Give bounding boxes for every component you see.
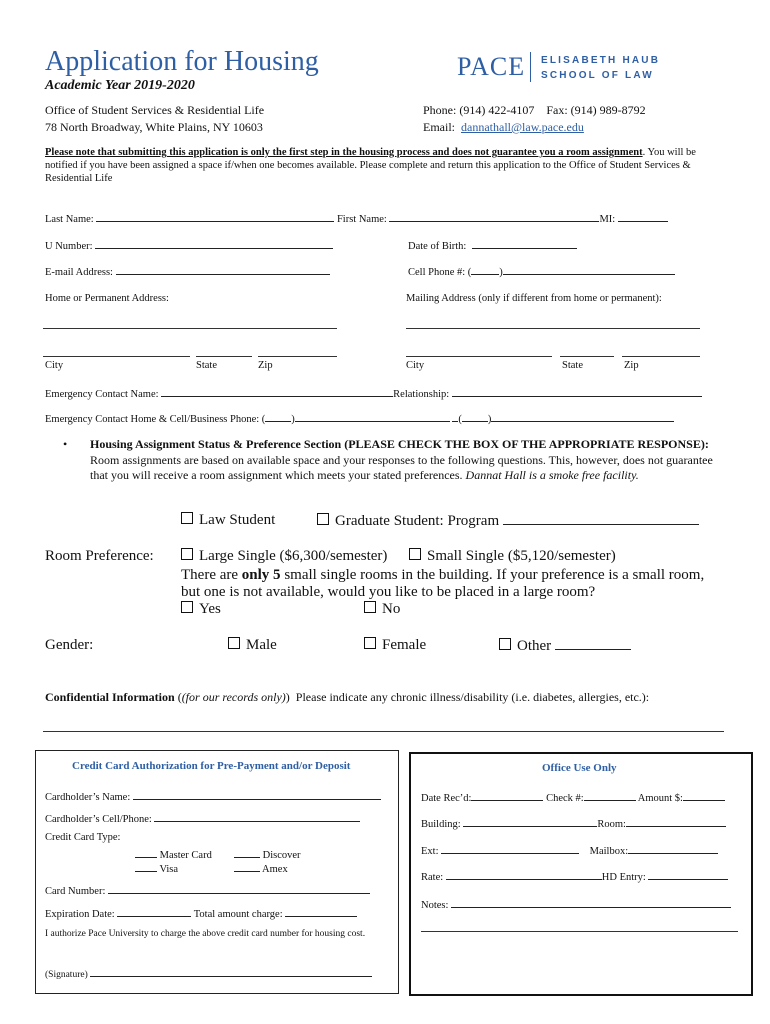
amex-blank[interactable] (234, 859, 260, 872)
mi-label: MI: (599, 214, 616, 225)
office-address: 78 North Broadway, White Plains, NY 10603 (45, 120, 263, 134)
email-label: Email: (423, 120, 455, 134)
male-label: Male (246, 637, 277, 653)
cell-label: Cell Phone #: ( (408, 267, 472, 278)
amount-label: Amount $: (637, 793, 683, 804)
section-italic: Dannat Hall is a smoke free facility. (462, 468, 639, 482)
preference-section-text (90, 437, 730, 484)
female-label: Female (382, 637, 427, 653)
mi-field[interactable] (618, 209, 668, 222)
email-line (423, 120, 584, 135)
grad-student-label: Graduate Student: Program (335, 513, 500, 529)
academic-year: Academic Year 2019-2020 (45, 78, 195, 93)
mailing-city-label: City (406, 360, 425, 371)
notice-rest: . You will be notified if you have been assigned a space if/when one becomes available. Please complete and return this application to the Office of Student Services & Residential Life (45, 147, 696, 184)
notes-field[interactable] (451, 895, 731, 908)
cardholder-phone-row (45, 809, 360, 825)
relationship-field[interactable] (452, 384, 702, 397)
phone-fax: Phone: (914) 422-4107 Fax: (914) 989-8792 (423, 103, 646, 117)
no-label: No (382, 601, 401, 617)
notice-paragraph (45, 146, 730, 185)
mailing-zip-label: Zip (624, 360, 639, 371)
mailbox-label: Mailbox: (589, 846, 629, 857)
cell-close-paren: ) (499, 267, 503, 278)
first-name-label: First Name: (336, 214, 387, 225)
no-checkbox[interactable] (364, 601, 376, 613)
emergency-name-row (45, 384, 702, 400)
mailing-state-line[interactable] (560, 356, 614, 357)
emergency-name-label: Emergency Contact Name: (45, 389, 159, 400)
other-label: Other (517, 638, 552, 654)
other-field[interactable] (555, 637, 631, 650)
visa-blank[interactable] (135, 859, 157, 872)
check-number-field[interactable] (584, 788, 636, 801)
confidential-row: Confidential Information ((for our records only)) Please indicate any chronic illness/disability (i.e. diabetes, allergies, etc.): (45, 690, 650, 704)
cardholder-name-label: Cardholder’s Name: (45, 792, 131, 803)
ext-field[interactable] (441, 841, 579, 854)
page-title: Application for Housing (45, 46, 319, 77)
u-number-field[interactable] (95, 236, 333, 249)
amount-field[interactable] (683, 788, 725, 801)
cardholder-phone-label: Cardholder’s Cell/Phone: (45, 814, 152, 825)
cardholder-phone-field[interactable] (154, 809, 360, 822)
female-option[interactable] (364, 637, 426, 654)
office-use-panel (409, 752, 753, 996)
notice-bold: Please note that submitting this application is only the first step in the housing process and does not guarantee you a room assignment (45, 147, 643, 158)
mailbox-field[interactable] (628, 841, 718, 854)
total-charge-field[interactable] (285, 904, 357, 917)
notes-line-2[interactable] (421, 931, 738, 932)
emergency-phone-area-2[interactable] (462, 409, 488, 422)
large-single-option[interactable] (181, 548, 387, 565)
discover-label: Discover (262, 850, 301, 861)
authorization-statement: I authorize Pace University to charge the above credit card number for housing cost. (45, 929, 366, 939)
hd-entry-field[interactable] (648, 867, 728, 880)
building-field[interactable] (463, 814, 597, 827)
male-checkbox[interactable] (228, 637, 240, 649)
emergency-phone-number-2[interactable] (491, 409, 674, 422)
dob-field[interactable] (472, 236, 577, 249)
small-single-checkbox[interactable] (409, 548, 421, 560)
amex-option[interactable] (234, 859, 288, 875)
cell-row (408, 262, 675, 278)
yes-checkbox[interactable] (181, 601, 193, 613)
building-room-row (421, 814, 726, 830)
large-single-checkbox[interactable] (181, 548, 193, 560)
pace-logo: PACE (457, 52, 526, 81)
mailing-state-label: State (562, 360, 583, 371)
signature-row (45, 964, 372, 980)
date-received-label: Date Rec’d: (421, 793, 472, 804)
email-link[interactable]: dannathall@law.pace.edu (461, 120, 584, 134)
relationship-label: Relationship: (393, 389, 450, 400)
ext-mailbox-row (421, 841, 718, 857)
home-state-line[interactable] (196, 356, 252, 357)
cardholder-name-field[interactable] (133, 787, 381, 800)
home-state-label: State (196, 360, 217, 371)
yes-option[interactable] (181, 601, 221, 618)
emergency-paren-1: ) (291, 414, 295, 425)
home-address-label: Home or Permanent Address: (45, 293, 169, 304)
no-option[interactable] (364, 601, 400, 618)
dob-label: Date of Birth: (408, 241, 467, 252)
cardholder-name-row (45, 787, 381, 803)
card-number-field[interactable] (108, 881, 370, 894)
emergency-phone-number-1[interactable] (295, 409, 450, 422)
home-city-line[interactable] (43, 356, 190, 357)
email-row (45, 262, 330, 278)
yes-label: Yes (199, 601, 221, 617)
law-student-label: Law Student (199, 512, 276, 528)
card-number-label: Card Number: (45, 886, 106, 897)
email-address-label: E-mail Address: (45, 267, 113, 278)
signature-label: (Signature) (45, 970, 88, 980)
other-option[interactable] (499, 637, 631, 655)
dob-row (408, 236, 577, 252)
large-single-label: Large Single ($6,300/semester) (199, 548, 388, 564)
question-part1: There are (181, 567, 242, 583)
amex-label: Amex (262, 864, 288, 875)
last-name-label: Last Name: (45, 214, 94, 225)
first-name-field[interactable] (389, 209, 599, 222)
emergency-phone-label: Emergency Contact Home & Cell/Business Phone: ( (45, 414, 266, 425)
building-label: Building: (421, 819, 461, 830)
card-type-label: Credit Card Type: (45, 832, 121, 843)
cell-area-code-field[interactable] (471, 262, 499, 275)
male-option[interactable] (228, 637, 277, 654)
gender-label: Gender: (45, 637, 94, 653)
last-name-field[interactable] (96, 209, 334, 222)
total-charge-label: Total amount charge: (193, 909, 283, 920)
confidential-line[interactable] (43, 731, 724, 732)
email-address-field[interactable] (116, 262, 330, 275)
signature-field[interactable] (90, 964, 372, 977)
home-city-label: City (45, 360, 64, 371)
section-body: Room assignments are based on available space and your responses to the following questions. This, however, does not guarantee that you will receive a room assignment which meets your stated preferences. (90, 452, 713, 482)
expiration-field[interactable] (117, 904, 191, 917)
u-number-label: U Number: (45, 241, 93, 252)
small-single-option[interactable] (409, 548, 616, 565)
home-zip-line[interactable] (258, 356, 337, 357)
small-room-question-1 (181, 567, 704, 584)
other-checkbox[interactable] (499, 638, 511, 650)
check-number-label: Check #: (546, 793, 584, 804)
mailing-address-line[interactable] (406, 328, 700, 329)
mailing-city-line[interactable] (406, 356, 552, 357)
emergency-phone-gap (452, 409, 458, 422)
ext-label: Ext: (421, 846, 439, 857)
rate-hd-row (421, 867, 728, 883)
home-address-line[interactable] (43, 328, 337, 329)
u-number-row (45, 236, 333, 252)
female-checkbox[interactable] (364, 637, 376, 649)
bullet: • (63, 437, 68, 451)
card-number-row (45, 881, 370, 897)
confidential-rest: Please indicate any chronic illness/disability (i.e. diabetes, allergies, etc.): (295, 690, 650, 704)
rate-label: Rate: (421, 872, 444, 883)
expiration-row (45, 904, 357, 920)
cell-number-field[interactable] (503, 262, 675, 275)
mastercard-blank[interactable] (135, 845, 157, 858)
date-received-field[interactable] (471, 788, 543, 801)
question-part2: small single rooms in the building. If your preference is a small room, (280, 567, 705, 583)
visa-label: Visa (159, 864, 179, 875)
school-logo-text: ELISABETH HAUB SCHOOL OF LAW (541, 55, 661, 81)
emergency-phone-area-1[interactable] (265, 409, 291, 422)
credit-card-panel (35, 750, 399, 994)
program-field[interactable] (503, 512, 699, 525)
grad-student-option[interactable] (317, 512, 699, 530)
section-heading: Housing Assignment Status & Preference Section (PLEASE CHECK THE BOX OF THE APPROPRIATE RESPONSE): (90, 437, 709, 451)
small-single-label: Small Single ($5,120/semester) (427, 548, 616, 564)
date-check-amount-row (421, 788, 725, 804)
question-bold: only 5 (241, 567, 281, 583)
logo-divider (530, 52, 531, 82)
rate-field[interactable] (446, 867, 602, 880)
credit-card-title: Credit Card Authorization for Pre-Payment and/or Deposit (72, 760, 351, 772)
emergency-name-field[interactable] (161, 384, 393, 397)
room-field[interactable] (626, 814, 726, 827)
office-name: Office of Student Services & Residential Life (45, 103, 265, 117)
mailing-address-label: Mailing Address (only if different from home or permanent): (406, 293, 662, 304)
mastercard-label: Master Card (159, 850, 212, 861)
expiration-label: Expiration Date: (45, 909, 115, 920)
grad-student-checkbox[interactable] (317, 513, 329, 525)
small-room-question-2: but one is not available, would you like to be placed in a large room? (181, 584, 596, 600)
confidential-italic: (for our records only) (181, 690, 286, 704)
law-student-option[interactable] (181, 512, 275, 529)
notes-row (421, 895, 731, 911)
discover-blank[interactable] (234, 845, 260, 858)
room-label: Room: (597, 819, 626, 830)
office-use-title: Office Use Only (542, 762, 617, 774)
last-name-row (45, 209, 668, 225)
emergency-paren-2: ) (487, 414, 492, 425)
visa-option[interactable] (135, 859, 178, 875)
law-student-checkbox[interactable] (181, 512, 193, 524)
mailing-zip-line[interactable] (622, 356, 700, 357)
emergency-phone-row: Emergency Contact Home & Cell/Business Phone: ( ) ( ) (45, 409, 674, 425)
hd-entry-label: HD Entry: (601, 872, 646, 883)
confidential-bold: Confidential Information (45, 690, 175, 704)
room-pref-label: Room Preference: (45, 548, 154, 564)
notes-label: Notes: (421, 900, 449, 911)
home-zip-label: Zip (258, 360, 273, 371)
